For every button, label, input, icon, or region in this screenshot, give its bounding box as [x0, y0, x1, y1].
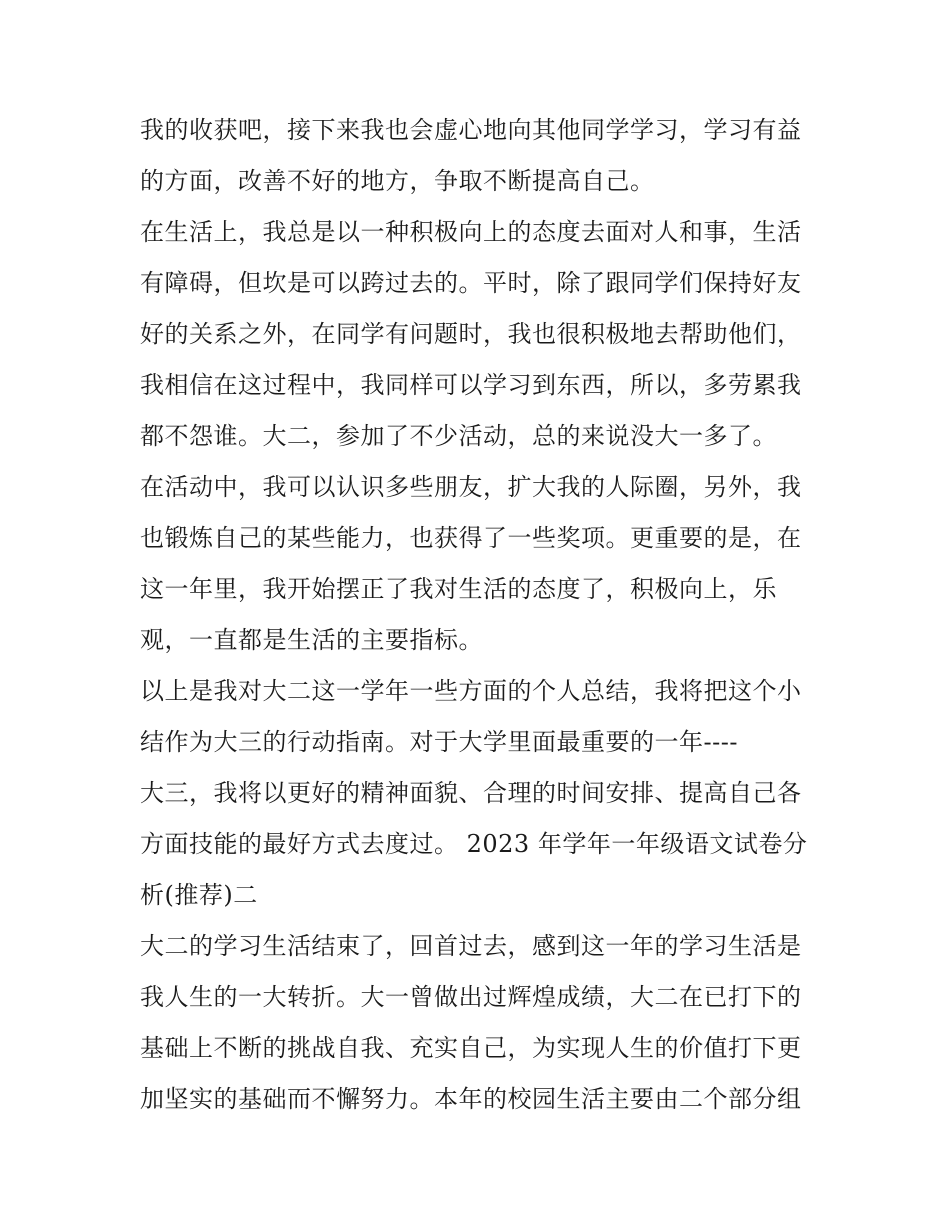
text-line: 观，一直都是生活的主要指标。	[140, 626, 483, 654]
text-line: 基础上不断的挑战自我、充实自己，为实现人生的价值打下更	[140, 1034, 802, 1062]
text-line: 在活动中，我可以认识多些朋友，扩大我的人际圈，另外，我	[140, 473, 802, 501]
text-line: 的方面，改善不好的地方，争取不断提高自己。	[140, 167, 655, 195]
text-line: 大三，我将以更好的精神面貌、合理的时间安排、提高自己各	[140, 779, 802, 807]
text-line: 以上是我对大二这一学年一些方面的个人总结，我将把这个小	[140, 677, 802, 705]
text-line: 结作为大三的行动指南。对于大学里面最重要的一年----	[140, 728, 738, 756]
text-line: 好的关系之外，在同学有问题时，我也很积极地去帮助他们，	[140, 320, 802, 348]
text-line: 也锻炼自己的某些能力，也获得了一些奖项。更重要的是，在	[140, 524, 802, 552]
text-line: 大二的学习生活结束了，回首过去，感到这一年的学习生活是	[140, 932, 802, 960]
text-line: 加坚实的基础而不懈努力。本年的校园生活主要由二个部分组	[140, 1085, 802, 1113]
text-line: 有障碍，但坎是可以跨过去的。平时，除了跟同学们保持好友	[140, 269, 802, 297]
text-line: 都不怨谁。大二，参加了不少活动，总的来说没大一多了。	[140, 422, 777, 450]
text-line: 在生活上，我总是以一种积极向上的态度去面对人和事，生活	[140, 218, 802, 246]
text-line: 我人生的一大转折。大一曾做出过辉煌成绩，大二在已打下的	[140, 983, 802, 1011]
text-line: 我的收获吧，接下来我也会虚心地向其他同学学习，学习有益	[140, 116, 802, 144]
document-text-body	[140, 105, 820, 1125]
text-line: 这一年里，我开始摆正了我对生活的态度了，积极向上，乐	[140, 575, 777, 603]
text-line: 我相信在这过程中，我同样可以学习到东西，所以，多劳累我	[140, 371, 802, 399]
text-line: 方面技能的最好方式去度过。 2023 年学年一年级语文试卷分	[140, 830, 808, 858]
text-line: 析(推荐)二	[140, 881, 258, 909]
